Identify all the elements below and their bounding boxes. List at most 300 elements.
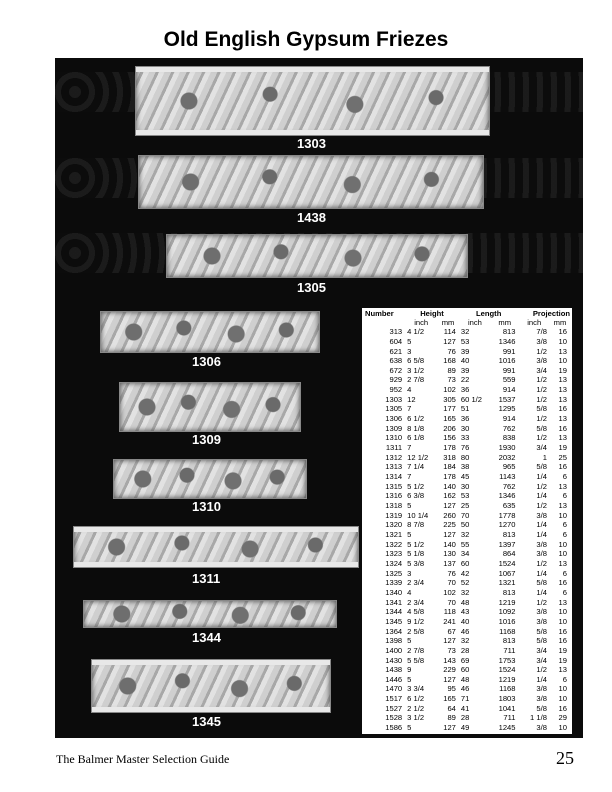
table-cell: 1344 — [385, 607, 403, 617]
table-cell: 51 — [460, 404, 470, 414]
table-cell: 1067 — [498, 568, 516, 578]
table-row — [364, 598, 570, 608]
table-cell: 1/2 — [536, 558, 547, 568]
table-cell: 127 — [443, 636, 456, 646]
frieze-label-1311: 1311 — [192, 571, 221, 586]
table-cell: 1400 — [385, 645, 403, 655]
table-row — [364, 627, 570, 637]
table-cell: 1345 — [385, 616, 403, 626]
table-cell: 22 — [460, 375, 470, 385]
table-cell: 13 — [558, 385, 567, 395]
unit-inch: inch — [414, 317, 429, 327]
table-cell: 2 3/4 — [407, 597, 425, 607]
table-row — [364, 482, 570, 492]
header-height: Height — [420, 309, 444, 318]
table-cell: 1527 — [385, 703, 403, 713]
unit-inch: inch — [467, 317, 482, 327]
table-cell: 13 — [558, 597, 567, 607]
frieze-image-1344 — [83, 600, 337, 628]
table-cell: 1295 — [498, 404, 516, 414]
table-cell: 48 — [460, 674, 470, 684]
table-cell: 1143 — [499, 472, 516, 482]
table-cell: 177 — [443, 404, 456, 414]
table-row — [364, 617, 570, 627]
frieze-label-1305: 1305 — [297, 280, 326, 295]
table-cell: 638 — [389, 356, 403, 366]
table-cell: 178 — [443, 472, 456, 482]
table-cell: 6 — [562, 520, 567, 530]
table-cell: 73 — [447, 375, 456, 385]
table-cell: 70 — [460, 510, 470, 520]
table-cell: 3/8 — [536, 607, 547, 617]
table-cell: 3 1/2 — [407, 713, 425, 723]
table-cell: 7 1/4 — [407, 462, 425, 472]
table-cell: 127 — [443, 336, 456, 346]
table-row — [364, 723, 570, 733]
table-cell: 313 — [389, 327, 403, 337]
table-cell: 3 1/2 — [407, 365, 425, 375]
table-cell: 1323 — [385, 549, 403, 559]
table-row — [364, 337, 570, 347]
table-cell: 1219 — [498, 597, 516, 607]
table-cell: 127 — [443, 674, 456, 684]
table-cell: 914 — [502, 414, 516, 424]
frieze-image-1311 — [73, 526, 359, 568]
table-cell: 13 — [558, 346, 567, 356]
table-row — [364, 656, 570, 666]
table-cell: 1524 — [498, 558, 516, 568]
table-cell: 49 — [460, 723, 470, 733]
table-cell: 10 — [558, 694, 567, 704]
table-cell: 1321 — [498, 578, 516, 588]
table-cell: 1364 — [385, 626, 403, 636]
table-cell: 29 — [558, 713, 567, 723]
dimensions-table — [362, 308, 572, 734]
table-row — [364, 491, 570, 501]
table-cell: 13 — [558, 433, 567, 443]
table-cell: 178 — [443, 443, 456, 453]
table-cell: 127 — [443, 723, 456, 733]
table-cell: 2 3/4 — [407, 578, 425, 588]
table-cell: 1/2 — [536, 665, 547, 675]
table-cell: 13 — [558, 394, 567, 404]
table-cell: 67 — [447, 626, 456, 636]
table-cell: 1016 — [498, 356, 516, 366]
table-cell: 3/4 — [536, 645, 547, 655]
table-cell: 3/4 — [536, 365, 547, 375]
table-cell: 156 — [443, 433, 456, 443]
table-cell: 1397 — [498, 539, 516, 549]
table-cell: 1340 — [385, 587, 403, 597]
table-cell: 1312 — [385, 452, 403, 462]
table-row — [364, 540, 570, 550]
table-cell: 13 — [558, 414, 567, 424]
table-cell: 305 — [443, 394, 456, 404]
table-cell: 10 — [558, 684, 567, 694]
table-cell: 25 — [460, 501, 470, 510]
table-row — [364, 462, 570, 472]
table-cell: 1586 — [385, 723, 403, 733]
table-cell: 76 — [447, 568, 456, 578]
table-cell: 60 — [460, 665, 470, 675]
table-cell: 76 — [447, 346, 456, 356]
table-cell: 19 — [558, 443, 567, 453]
table-row — [364, 530, 570, 540]
table-cell: 34 — [460, 549, 470, 559]
table-cell: 1438 — [385, 665, 403, 675]
table-cell: 165 — [443, 414, 456, 424]
table-cell: 10 — [558, 336, 567, 346]
table-cell: 4 — [407, 385, 412, 395]
table-cell: 6 1/2 — [407, 694, 425, 704]
table-cell: 40 — [460, 356, 470, 366]
table-cell: 45 — [460, 472, 470, 482]
frieze-image-1303 — [135, 66, 490, 136]
frieze-image-1306 — [100, 311, 320, 353]
table-cell: 1219 — [498, 674, 516, 684]
table-cell: 1/4 — [536, 529, 547, 539]
table-cell: 40 — [460, 616, 470, 626]
table-cell: 813 — [502, 636, 516, 646]
table-cell: 991 — [502, 365, 516, 375]
table-cell: 1092 — [498, 607, 516, 617]
table-row — [364, 385, 570, 395]
table-cell: 1041 — [498, 703, 516, 713]
table-row — [364, 694, 570, 704]
table-cell: 36 — [460, 414, 470, 424]
table-cell: 71 — [460, 694, 470, 704]
table-cell: 2032 — [498, 452, 516, 462]
table-cell: 5/8 — [536, 703, 547, 713]
table-cell: 16 — [558, 327, 567, 337]
table-row — [364, 511, 570, 521]
table-cell: 929 — [389, 375, 403, 385]
table-cell: 69 — [460, 655, 470, 665]
table-cell: 635 — [502, 501, 516, 510]
table-cell: 89 — [447, 365, 456, 375]
table-cell: 1339 — [385, 578, 403, 588]
table-cell: 118 — [443, 607, 456, 617]
table-cell: 39 — [460, 365, 470, 375]
table-row — [364, 569, 570, 579]
table-cell: 114 — [443, 327, 456, 337]
table-cell: 10 — [558, 539, 567, 549]
table-cell: 41 — [460, 703, 470, 713]
table-cell: 229 — [443, 665, 456, 675]
table-cell: 1320 — [385, 520, 403, 530]
table-cell: 914 — [502, 385, 516, 395]
table-cell: 6 — [562, 472, 567, 482]
table-cell: 7 — [407, 443, 412, 453]
table-cell: 13 — [558, 481, 567, 491]
table-cell: 2 7/8 — [407, 645, 425, 655]
table-cell: 10 — [558, 356, 567, 366]
table-cell: 16 — [558, 703, 567, 713]
table-cell: 762 — [502, 423, 516, 433]
table-cell: 53 — [460, 491, 470, 501]
frieze-image-1305 — [166, 234, 468, 278]
table-cell: 140 — [443, 539, 456, 549]
table-cell: 143 — [443, 655, 456, 665]
table-cell: 1168 — [499, 684, 516, 694]
table-cell: 1803 — [498, 694, 516, 704]
table-row — [364, 347, 570, 357]
table-cell: 76 — [460, 443, 470, 453]
table-cell: 137 — [443, 558, 456, 568]
table-row — [364, 607, 570, 617]
table-cell: 80 — [460, 452, 470, 462]
table-cell: 32 — [460, 327, 470, 337]
table-cell: 30 — [460, 423, 470, 433]
header-length: Length — [476, 309, 502, 318]
table-cell: 60 — [460, 558, 470, 568]
table-cell: 16 — [558, 404, 567, 414]
header-number: Number — [365, 309, 394, 318]
table-cell: 28 — [460, 713, 470, 723]
table-cell: 60 1/2 — [460, 394, 483, 404]
table-cell: 1/4 — [536, 520, 547, 530]
table-cell: 1321 — [385, 529, 403, 539]
table-cell: 1310 — [385, 433, 403, 443]
table-row — [364, 636, 570, 646]
frieze-label-1306: 1306 — [192, 354, 221, 369]
table-cell: 127 — [443, 529, 456, 539]
table-cell: 6 — [562, 568, 567, 578]
table-cell: 1/2 — [536, 375, 547, 385]
table-cell: 3/8 — [536, 336, 547, 346]
table-cell: 70 — [447, 578, 456, 588]
table-cell: 1314 — [385, 472, 403, 482]
table-cell: 8 1/8 — [407, 423, 425, 433]
table-cell: 1 1/8 — [530, 713, 547, 723]
table-cell: 184 — [443, 462, 456, 472]
table-cell: 3/8 — [536, 356, 547, 366]
frieze-image-1310 — [113, 459, 307, 499]
table-cell: 16 — [558, 423, 567, 433]
table-cell: 36 — [460, 385, 470, 395]
table-cell: 12 1/2 — [407, 452, 429, 462]
table-row — [364, 395, 570, 405]
table-row — [364, 453, 570, 463]
table-cell: 8 7/8 — [407, 520, 425, 530]
table-cell: 1319 — [385, 510, 403, 520]
frieze-image-1345 — [91, 659, 331, 713]
unit-mm: mm — [441, 317, 455, 327]
table-row — [364, 520, 570, 530]
table-cell: 162 — [443, 491, 456, 501]
table-cell: 1/2 — [536, 433, 547, 443]
table-cell: 73 — [447, 645, 456, 655]
table-row — [364, 366, 570, 376]
table-cell: 19 — [558, 645, 567, 655]
table-row — [364, 588, 570, 598]
table-cell: 165 — [443, 694, 456, 704]
table-cell: 32 — [460, 636, 470, 646]
table-cell: 1346 — [498, 336, 516, 346]
table-cell: 3/8 — [536, 549, 547, 559]
table-cell: 4 5/8 — [407, 607, 425, 617]
table-cell: 1517 — [385, 694, 403, 704]
table-cell: 559 — [502, 375, 516, 385]
table-cell: 1753 — [498, 655, 516, 665]
table-cell: 6 — [562, 491, 567, 501]
table-cell: 1318 — [385, 501, 403, 510]
frieze-label-1309: 1309 — [192, 432, 221, 447]
table-cell: 1537 — [498, 394, 516, 404]
table-cell: 1/2 — [536, 394, 547, 404]
table-cell: 1/4 — [536, 568, 547, 578]
table-cell: 1309 — [385, 423, 403, 433]
table-cell: 260 — [443, 510, 456, 520]
table-cell: 965 — [502, 462, 516, 472]
table-row — [364, 713, 570, 723]
table-cell: 1528 — [385, 713, 403, 723]
table-cell: 838 — [502, 433, 516, 443]
table-row — [364, 665, 570, 675]
table-cell: 5 — [407, 529, 412, 539]
table-cell: 46 — [460, 626, 470, 636]
table-cell: 168 — [443, 356, 456, 366]
frieze-label-1303: 1303 — [297, 136, 326, 151]
table-cell: 5/8 — [536, 462, 547, 472]
table-cell: 3/8 — [536, 723, 547, 733]
table-cell: 16 — [558, 462, 567, 472]
table-cell: 5 — [407, 674, 412, 684]
table-cell: 3 3/4 — [407, 684, 425, 694]
table-cell: 1/4 — [536, 491, 547, 501]
footer-guide-title: The Balmer Master Selection Guide — [56, 752, 230, 766]
table-row — [364, 327, 570, 337]
table-cell: 1/2 — [536, 414, 547, 424]
table-cell: 5 1/2 — [407, 481, 425, 491]
table-cell: 5 — [407, 336, 412, 346]
table-cell: 38 — [460, 462, 470, 472]
table-cell: 13 — [558, 558, 567, 568]
table-cell: 1306 — [385, 414, 403, 424]
table-cell: 5 1/8 — [407, 549, 425, 559]
table-cell: 225 — [443, 520, 456, 530]
table-cell: 19 — [558, 655, 567, 665]
frieze-photo-panel — [55, 58, 583, 738]
page-number: 25 — [556, 748, 574, 768]
table-row — [364, 704, 570, 714]
table-cell: 1315 — [385, 481, 403, 491]
table-cell: 9 — [407, 665, 412, 675]
table-cell: 48 — [460, 597, 470, 607]
table-cell: 1016 — [498, 616, 516, 626]
table-row — [364, 559, 570, 569]
table-cell: 1168 — [499, 626, 516, 636]
table-row — [364, 443, 570, 453]
table-cell: 3/8 — [536, 539, 547, 549]
table-cell: 4 1/2 — [407, 327, 425, 337]
table-cell: 1316 — [385, 491, 403, 501]
table-row — [364, 675, 570, 685]
table-cell: 3 — [407, 568, 412, 578]
table-cell: 6 — [562, 674, 567, 684]
table-cell: 5/8 — [536, 578, 547, 588]
table-cell: 1446 — [385, 674, 403, 684]
frieze-label-1345: 1345 — [192, 714, 221, 729]
table-cell: 5/8 — [536, 404, 547, 414]
table-row — [364, 684, 570, 694]
table-cell: 621 — [389, 346, 403, 356]
table-cell: 5 5/8 — [407, 655, 425, 665]
table-cell: 140 — [443, 481, 456, 491]
table-cell: 1303 — [385, 394, 403, 404]
table-row — [364, 424, 570, 434]
table-cell: 5 3/8 — [407, 558, 425, 568]
table-cell: 6 3/8 — [407, 491, 425, 501]
table-cell: 1/4 — [536, 674, 547, 684]
table-cell: 3/4 — [536, 655, 547, 665]
table-cell: 5 — [407, 501, 412, 510]
table-cell: 52 — [460, 578, 470, 588]
table-cell: 25 — [558, 452, 567, 462]
table-cell: 813 — [502, 327, 516, 337]
table-cell: 13 — [558, 375, 567, 385]
table-cell: 2 1/2 — [407, 703, 425, 713]
table-cell: 1/2 — [536, 346, 547, 356]
table-cell: 1 — [542, 452, 547, 462]
unit-inch: inch — [527, 317, 542, 327]
table-cell: 1470 — [385, 684, 403, 694]
table-cell: 1341 — [385, 597, 403, 607]
table-row — [364, 578, 570, 588]
table-cell: 1/4 — [536, 472, 547, 482]
table-cell: 604 — [389, 336, 403, 346]
frieze-label-1310: 1310 — [192, 499, 221, 514]
table-cell: 1322 — [385, 539, 403, 549]
table-cell: 70 — [447, 597, 456, 607]
table-cell: 3/8 — [536, 510, 547, 520]
table-row — [364, 472, 570, 482]
table-cell: 991 — [502, 346, 516, 356]
table-cell: 2 7/8 — [407, 375, 425, 385]
table-cell: 46 — [460, 684, 470, 694]
table-cell: 6 1/8 — [407, 433, 425, 443]
header-projection: Projection — [532, 309, 570, 318]
table-cell: 6 — [562, 587, 567, 597]
table-cell: 50 — [460, 520, 470, 530]
table-cell: 33 — [460, 433, 470, 443]
table-cell: 10 1/4 — [407, 510, 429, 520]
table-cell: 2 5/8 — [407, 626, 425, 636]
table-cell: 952 — [389, 385, 403, 395]
table-row — [364, 501, 570, 511]
page-title: Old English Gypsum Friezes — [163, 28, 449, 51]
table-cell: 55 — [460, 539, 470, 549]
table-cell: 1/2 — [536, 597, 547, 607]
table-cell: 19 — [558, 365, 567, 375]
table-cell: 1311 — [385, 443, 403, 453]
table-cell: 4 — [407, 587, 412, 597]
table-cell: 6 5/8 — [407, 356, 425, 366]
table-cell: 42 — [460, 568, 470, 578]
table-cell: 12 — [407, 394, 416, 404]
frieze-label-1344: 1344 — [192, 630, 221, 645]
table-cell: 3/8 — [536, 616, 547, 626]
table-cell: 813 — [502, 587, 516, 597]
table-cell: 7 — [407, 404, 412, 414]
table-row — [364, 433, 570, 443]
table-cell: 89 — [447, 713, 456, 723]
table-row — [364, 414, 570, 424]
table-cell: 3 — [407, 346, 412, 356]
table-cell: 7 — [407, 472, 412, 482]
frieze-image-1438 — [138, 155, 484, 209]
table-cell: 5/8 — [536, 636, 547, 646]
